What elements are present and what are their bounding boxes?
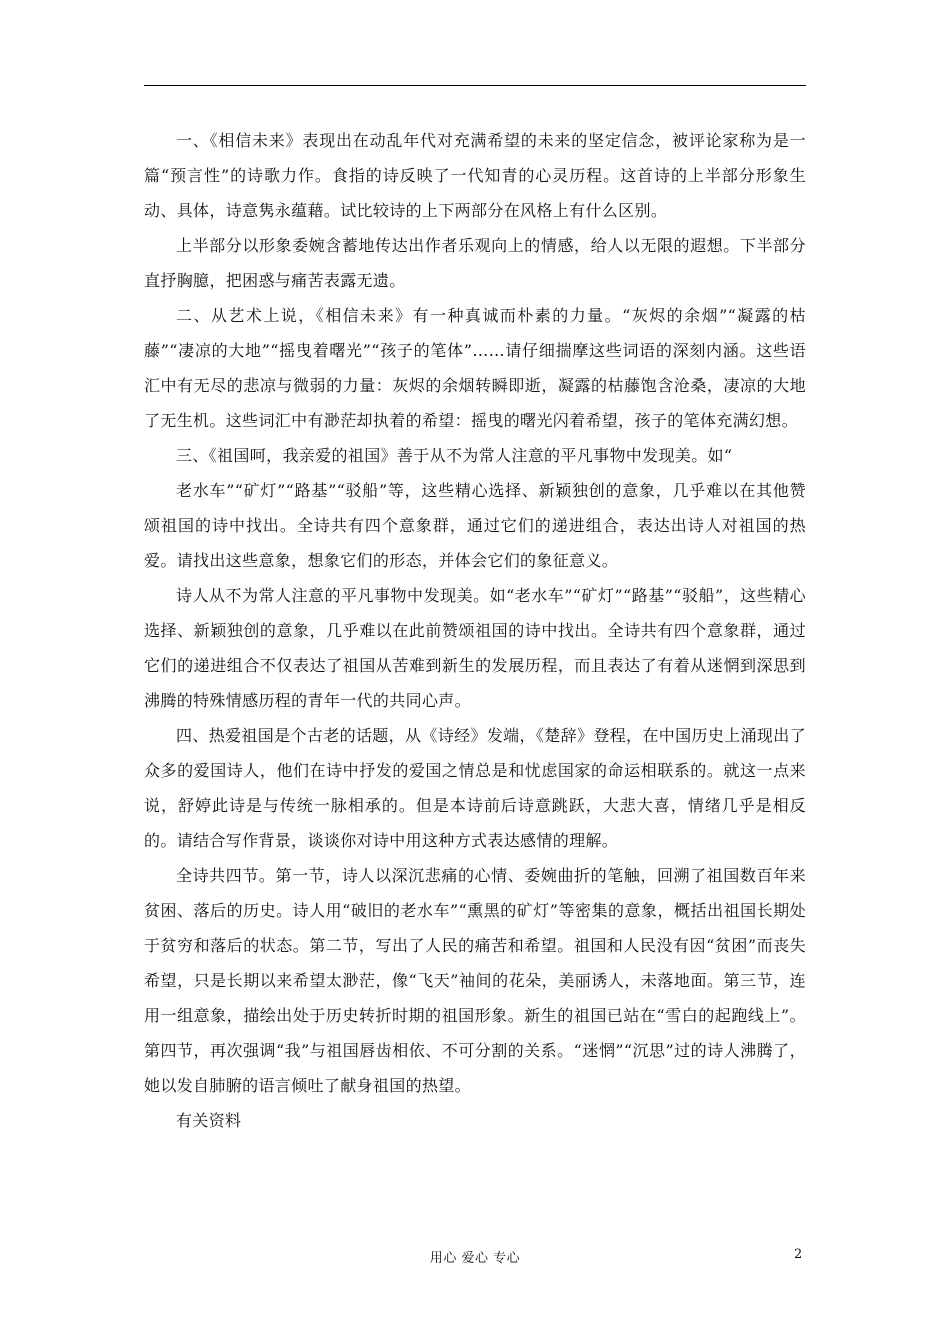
- footer-text: 用心 爱心 专心: [429, 1251, 521, 1266]
- paragraph-question-2: 二、从艺术上说，《相信未来》有一种真诚而朴素的力量。“灰烬的余烟”“凝露的枯藤”“凄凉的大地”“摇曳着曙光”“孩子的笔体”……请仔细揣摩这些词语的深刻内涵。这些语汇中有无尽的悲凉与微弱的力量：灰烬的余烟转瞬即逝，凝露的枯藤饱含沧桑，凄凉的大地了无生机。这些词汇中有渺茫却执着的希望：摇曳的曙光闪着希望，孩子的笔体充满幻想。: [144, 306, 806, 430]
- paragraph-question-1: 一、《相信未来》表现出在动乱年代对充满希望的未来的坚定信念，被评论家称为是一篇“预言性”的诗歌力作。食指的诗反映了一代知青的心灵历程。这首诗的上半部分形象生动、具体，诗意隽永蕴藉。试比较诗的上下两部分在风格上有什么区别。: [144, 131, 806, 220]
- paragraph-question-4: 四、热爱祖国是个古老的话题，从《诗经》发端，《楚辞》登程，在中国历史上涌现出了众多的爱国诗人，他们在诗中抒发的爱国之情总是和忧虑国家的命运相联系的。就这一点来说，舒婷此诗是与传统一脉相承的。但是本诗前后诗意跳跃，大悲大喜，情绪几乎是相反的。请结合写作背景，谈谈你对诗中用这种方式表达感情的理解。: [144, 726, 806, 850]
- document-body: [144, 123, 806, 1138]
- paragraph-answer-4: 全诗共四节。第一节，诗人以深沉悲痛的心情、委婉曲折的笔触，回溯了祖国数百年来贫困、落后的历史。诗人用“破旧的老水车”“熏黑的矿灯”等密集的意象，概括出祖国长期处于贫穷和落后的状态。第二节，写出了人民的痛苦和希望。祖国和人民没有因“贫困”而丧失希望，只是长期以来希望太渺茫，像“飞天”袖间的花朵，美丽诱人，未落地面。第三节，连用一组意象，描绘出处于历史转折时期的祖国形象。新生的祖国已站在“雪白的起跑线上”。第四节，再次强调“我”与祖国唇齿相依、不可分割的关系。“迷惘”“沉思”过的诗人沸腾了，她以发自肺腑的语言倾吐了献身祖国的热望。: [144, 866, 806, 1095]
- header-rule: [144, 85, 806, 86]
- paragraph-question-3-start: 三、《祖国呵，我亲爱的祖国》善于从不为常人注意的平凡事物中发现美。如“: [176, 446, 733, 465]
- paragraph-answer-3: 诗人从不为常人注意的平凡事物中发现美。如“老水车”“矿灯”“路基”“驳船”，这些精心选择、新颖独创的意象，几乎难以在此前赞颂祖国的诗中找出。全诗共有四个意象群，通过它们的递进组合不仅表达了祖国从苦难到新生的发展历程，而且表达了有着从迷惘到深思到沸腾的特殊情感历程的青年一代的共同心声。: [144, 586, 806, 710]
- page-number: 2: [794, 1247, 803, 1262]
- paragraph-related-materials: 有关资料: [176, 1111, 242, 1130]
- paragraph-answer-1: 上半部分以形象委婉含蓄地传达出作者乐观向上的情感，给人以无限的遐想。下半部分直抒胸臆，把困惑与痛苦表露无遗。: [144, 236, 806, 290]
- paragraph-question-3-cont: 老水车”“矿灯”“路基”“驳船”等，这些精心选择、新颖独创的意象，几乎难以在其他赞颂祖国的诗中找出。全诗共有四个意象群，通过它们的递进组合，表达出诗人对祖国的热爱。请找出这些意象，想象它们的形态，并体会它们的象征意义。: [144, 481, 806, 570]
